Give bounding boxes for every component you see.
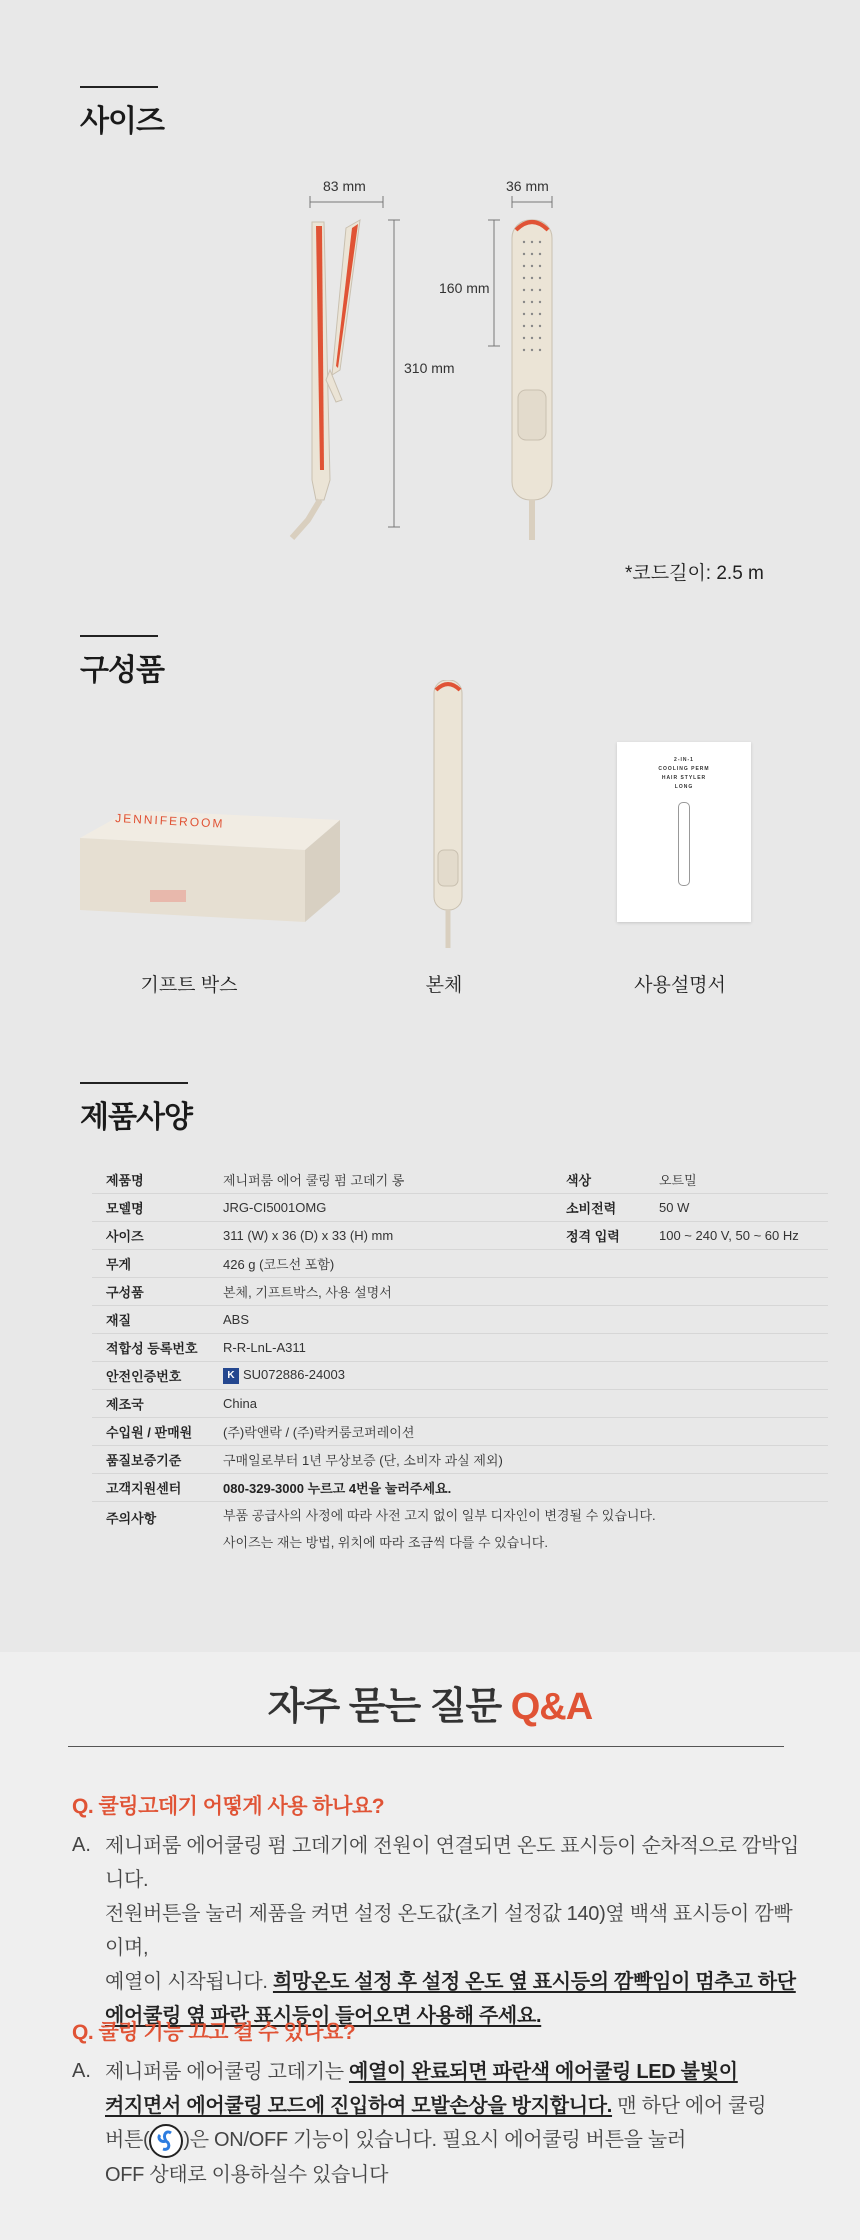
iron-body-image [428, 680, 468, 950]
component-label-body: 본체 [425, 975, 463, 996]
table-row [92, 1250, 828, 1278]
spec-key: 안전인증번호 [92, 1362, 223, 1390]
dim-width-open: 83 mm [323, 178, 366, 194]
gift-box-image [70, 800, 340, 930]
table-row [92, 1474, 828, 1502]
spec-key: 사이즈 [92, 1222, 223, 1250]
section-divider [80, 635, 158, 637]
section-divider [80, 1082, 188, 1084]
table-row [92, 1222, 828, 1250]
closed-iron-illustration [512, 220, 552, 540]
spec-key: 제조국 [92, 1390, 223, 1418]
manual-title: 2-IN-1 COOLING PERM HAIR STYLER LONG [658, 757, 710, 790]
table-row [92, 1446, 828, 1474]
table-row [92, 1166, 828, 1194]
component-label-giftbox: 기프트 박스 [140, 975, 238, 996]
spec-value: 부품 공급사의 사정에 따라 사전 고지 없이 일부 디자인이 변경될 수 있습니다. [223, 1508, 656, 1523]
spec-key: 고객지원센터 [92, 1474, 223, 1502]
spec-value: 50 W [659, 1194, 828, 1222]
section-divider [80, 86, 158, 88]
component-label-manual: 사용설명서 [634, 975, 726, 996]
faq-answer-1: 제니퍼룸 에어쿨링 펌 고데기에 전원이 연결되면 온도 표시등이 순차적으로 깜박입니다. 전원버튼을 눌러 제품을 켜면 설정 온도값(초기 설정값 140)옆 백색 표시등이 깜빡이며, 예열이 시작됩니다. 희망온도 설정 후 설정 온도 옆 표시등의 깜빡임이 멈추고 하단 에어쿨링 옆 파란 표시등이 들어오면 사용해 주세요. [105, 1835, 799, 2027]
spec-key: 재질 [92, 1306, 223, 1334]
faq-answer-mark: A. [72, 2060, 91, 2082]
components-section-title: 구성품 [80, 654, 164, 687]
manual-image [617, 742, 751, 922]
faq-question-1: Q. 쿨링고데기 어떻게 사용 하나요? [72, 1795, 385, 1818]
spec-key: 품질보증기준 [92, 1446, 223, 1474]
spec-key: 수입원 / 판매원 [92, 1418, 223, 1446]
table-row [92, 1362, 828, 1390]
spec-value: ABS [223, 1306, 566, 1334]
faq-title: 자주 묻는 질문 Q&A [267, 1686, 593, 1728]
spec-value: 311 (W) x 36 (D) x 33 (H) mm [223, 1222, 566, 1250]
faq-answer-2: 제니퍼룸 에어쿨링 고데기는 예열이 완료되면 파란색 에어쿨링 LED 불빛이 켜지면서 에어쿨링 모드에 진입하여 모발손상을 방지합니다. 맨 하단 에어 쿨링 버튼( )은 ON/OFF 기능이 있습니다. 필요시 에어쿨링 버튼을 눌러 OFF 상태로 이용하실수 있습니다 [105, 2061, 767, 2186]
table-row [92, 1194, 828, 1222]
table-row [92, 1306, 828, 1334]
spec-value: China [223, 1390, 566, 1418]
faq-answer-mark: A. [72, 1834, 91, 1856]
table-row [92, 1278, 828, 1306]
open-iron-illustration [292, 220, 360, 538]
spec-value: SU072886-24003 [243, 1367, 345, 1383]
spec-key: 색상 [566, 1166, 659, 1194]
spec-value: 제니퍼룸 에어 쿨링 펌 고데기 롱 [223, 1166, 566, 1194]
table-row [92, 1502, 828, 1557]
spec-key: 정격 입력 [566, 1222, 659, 1250]
spec-key: 주의사항 [106, 1511, 157, 1526]
spec-key: 구성품 [92, 1278, 223, 1306]
spec-key: 적합성 등록번호 [92, 1334, 223, 1362]
dim-width-body: 36 mm [506, 178, 549, 194]
dim-head-length: 160 mm [439, 280, 490, 296]
table-row [92, 1334, 828, 1362]
size-section-title: 사이즈 [80, 105, 164, 138]
dim-total-length: 310 mm [404, 360, 455, 376]
cord-length-note: *코드길이: 2.5 m [625, 563, 764, 584]
spec-section-title: 제품사양 [80, 1101, 192, 1134]
spec-value-support: 080-329-3000 누르고 4번을 눌러주세요. [223, 1474, 828, 1502]
spec-value: 본체, 기프트박스, 사용 설명서 [223, 1278, 566, 1306]
spec-table [92, 1166, 828, 1556]
faq-divider [68, 1746, 784, 1747]
faq-question-2: Q. 쿨링 기능 끄고 켤 수 있나요? [72, 2021, 356, 2044]
spec-value: 구매일로부터 1년 무상보증 (단, 소비자 과실 제외) [223, 1446, 566, 1474]
spec-value: R-R-LnL-A311 [223, 1334, 566, 1362]
spec-value: 오트밀 [659, 1166, 828, 1194]
table-row [92, 1390, 828, 1418]
spec-value: 100 ~ 240 V, 50 ~ 60 Hz [659, 1222, 828, 1250]
spec-key: 소비전력 [566, 1194, 659, 1222]
spec-value-extra: 사이즈는 재는 방법, 위치에 따라 조금씩 다를 수 있습니다. [223, 1535, 548, 1550]
spec-key: 모델명 [92, 1194, 223, 1222]
kc-cert-icon: K [223, 1368, 239, 1384]
spec-value: JRG-CI5001OMG [223, 1194, 566, 1222]
spec-value: 426 g (코드선 포함) [223, 1250, 566, 1278]
spec-key: 무게 [92, 1250, 223, 1278]
spec-value: (주)락앤락 / (주)락커룸코퍼레이션 [223, 1418, 566, 1446]
fan-icon [149, 2124, 183, 2158]
box-brand-text: JENNIFEROOM [114, 811, 225, 831]
table-row [92, 1418, 828, 1446]
spec-key: 제품명 [92, 1166, 223, 1194]
